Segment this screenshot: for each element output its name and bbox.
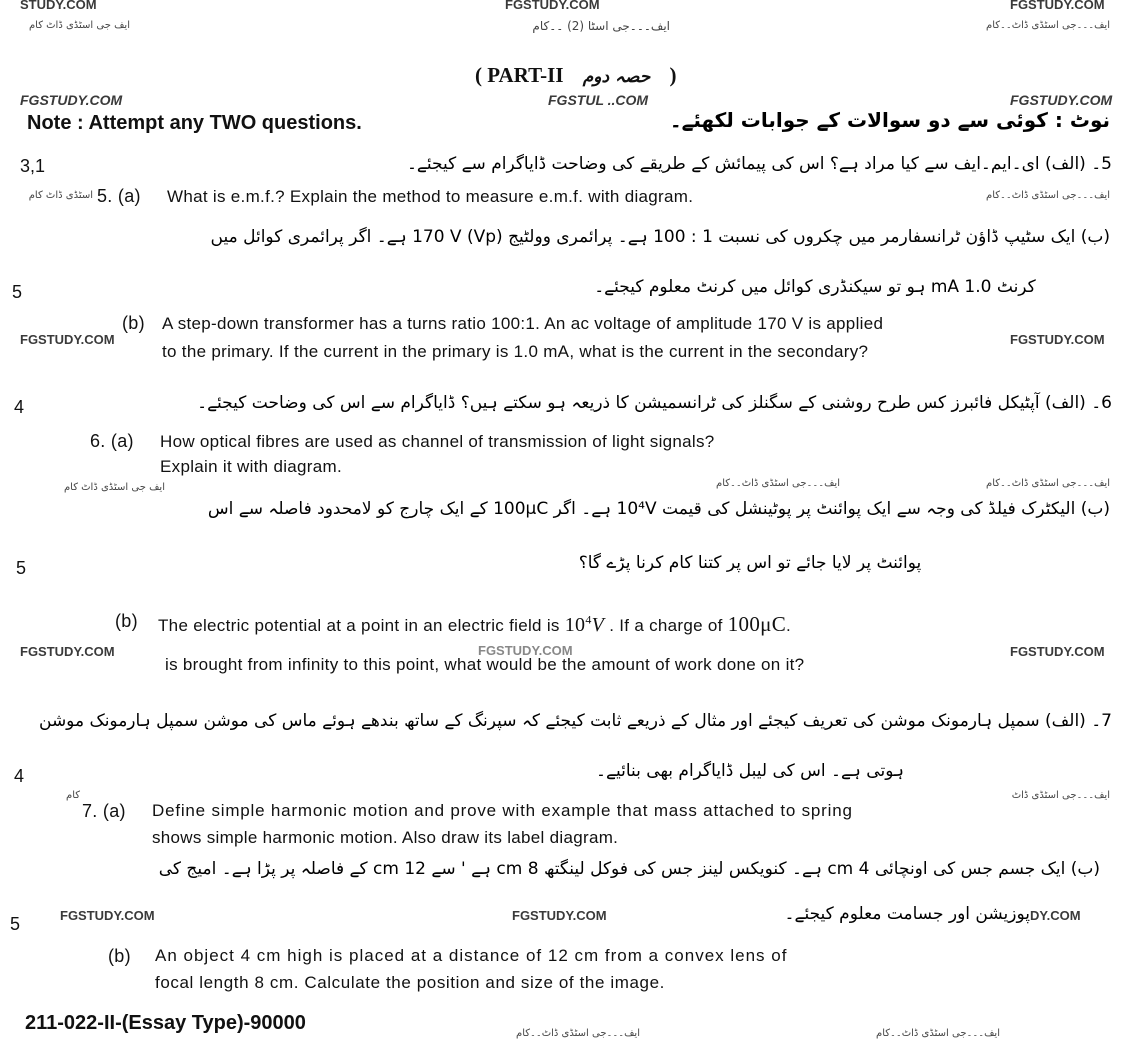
q5a-urdu: 5۔ (الف) ای۔ایم۔ایف سے کیا مراد ہے؟ اس کی پیمائش کے طریقے کی وضاحت ڈایاگرام سے کیجئے۔ (406, 154, 1112, 174)
watermark-q6b-left: FGSTUDY.COM (20, 644, 115, 659)
q6b-text-c: . (786, 616, 792, 635)
q5b-marks: 5 (12, 282, 23, 302)
q7a-english-line1: Define simple harmonic motion and prove with example that mass attached to spring (152, 801, 853, 820)
watermark-row2-right: FGSTUDY.COM (1010, 92, 1113, 108)
q6b-text-b: . If a charge of (609, 616, 723, 635)
q5a-marks: 3,1 (20, 156, 46, 176)
q5a-english: What is e.m.f.? Explain the method to measure e.m.f. with diagram. (167, 187, 694, 206)
watermark-urdu-top-right: ایف۔۔۔جی اسٹڈی ڈاٹ۔۔کام (986, 20, 1110, 31)
watermark-q7b-right: DY.COM (1030, 908, 1081, 923)
q7b-english-line1: An object 4 cm high is placed at a distance of 12 cm from a convex lens of (155, 946, 788, 965)
watermark-q7-left: کام (66, 790, 80, 801)
q7b-label: (b) (108, 946, 131, 966)
potential-unit: V (591, 614, 605, 636)
q5a-label: 5. (a) (97, 186, 141, 206)
watermark-q5-left: اسٹڈی ڈاٹ کام (28, 190, 93, 201)
q7b-marks: 5 (10, 914, 21, 934)
watermark-bottom-right: ایف۔۔۔جی اسٹڈی ڈاٹ۔۔کام (876, 1028, 1000, 1039)
q7b-english-line2: focal length 8 cm. Calculate the position and size of the image. (155, 973, 665, 992)
q5b-urdu-line1: (ب) ایک سٹیپ ڈاؤن ٹرانسفارمر میں چکروں کی نسبت 1 : 100 ہے۔ پرائمری وولٹیج (Vp) 170 V ہے۔ اگر پرائمری کوائل میں (210, 227, 1110, 247)
q7a-urdu-line2: ہوتی ہے۔ اس کی لیبل ڈایاگرام بھی بنائیے۔ (596, 761, 904, 781)
watermark-q6-right: ایف۔۔۔جی اسٹڈی ڈاٹ۔۔کام (986, 478, 1110, 489)
watermark-bottom-center: ایف۔۔۔جی اسٹڈی ڈاٹ۔۔کام (516, 1028, 640, 1039)
watermark-q7b-left: FGSTUDY.COM (60, 908, 155, 923)
q5b-english-line1: A step-down transformer has a turns ratio 100:1. An ac voltage of amplitude 170 V is applied (162, 314, 884, 333)
q6a-label: 6. (a) (90, 431, 134, 451)
watermark-urdu-top-center: ایف۔۔۔جی اسٹا (2) ۔۔کام (532, 19, 670, 33)
watermark-top-left: STUDY.COM (20, 0, 97, 12)
paper-code: 211-022-II-(Essay Type)-90000 (25, 1012, 306, 1034)
watermark-q7-right: ایف۔۔۔جی اسٹڈی ڈاٹ (1011, 790, 1110, 801)
watermark-row2-center: FGSTUL ..COM (548, 92, 649, 108)
q6a-urdu: 6۔ (الف) آپٹیکل فائبرز کس طرح روشنی کے سگنلز کی ٹرانسمیشن کا ذریعہ ہو سکتے ہیں؟ ڈایاگرام سے اس کی وضاحت کیجئے۔ (197, 393, 1112, 413)
watermark-q6b-right: FGSTUDY.COM (1010, 644, 1105, 659)
watermark-row2-left: FGSTUDY.COM (20, 92, 123, 108)
q5b-label: (b) (122, 313, 145, 333)
watermark-q6-mid: ایف۔۔۔جی اسٹڈی ڈاٹ۔۔کام (716, 478, 840, 489)
part-title-urdu: حصہ دوم (582, 67, 651, 87)
q7a-label: 7. (a) (82, 801, 126, 821)
part-title-close: ) (669, 63, 677, 87)
q6b-english-line2: is brought from infinity to this point, what would be the amount of work done on it? (165, 655, 805, 674)
potential-exponent: 4 (585, 612, 592, 627)
q6b-potential (565, 614, 604, 636)
q6a-english-line1: How optical fibres are used as channel of transmission of light signals? (160, 432, 715, 451)
watermark-top-center: FGSTUDY.COM (505, 0, 600, 12)
q6b-label: (b) (115, 611, 138, 631)
watermark-q5b-left: FGSTUDY.COM (20, 332, 115, 347)
watermark-top-right: FGSTUDY.COM (1010, 0, 1105, 12)
q7a-part-label: (a) (102, 801, 126, 821)
q5a-part-label: (a) (117, 186, 141, 206)
note-english: Note : Attempt any TWO questions. (27, 112, 362, 134)
potential-base: 10 (564, 614, 586, 636)
part-title (475, 63, 676, 88)
q5b-english-line2: to the primary. If the current in the primary is 1.0 mA, what is the current in the secondary? (162, 342, 869, 361)
watermark-q6-left: ایف جی اسٹڈی ڈاٹ کام (63, 482, 165, 493)
q6b-marks: 5 (16, 558, 27, 578)
q6b-text-a: The electric potential at a point in an electric field is (158, 616, 560, 635)
q6a-marks: 4 (14, 397, 25, 417)
q6b-english-line1 (158, 612, 791, 637)
note-urdu: نوٹ : کوئی سے دو سوالات کے جوابات لکھئے۔ (669, 108, 1110, 132)
q5b-urdu-line2: کرنٹ 1.0 mA ہو تو سیکنڈری کوائل میں کرنٹ معلوم کیجئے۔ (594, 277, 1036, 297)
q6a-english-line2: Explain it with diagram. (160, 457, 342, 476)
q6b-urdu-line2: پوائنٹ پر لایا جائے تو اس پر کتنا کام کرنا پڑے گا؟ (578, 553, 922, 573)
q6a-part-label: (a) (110, 431, 134, 451)
watermark-q5-right: ایف۔۔۔جی اسٹڈی ڈاٹ۔۔کام (986, 190, 1110, 201)
part-title-english: ( PART-II (475, 63, 564, 87)
q7b-urdu-line2: پوزیشن اور جسامت معلوم کیجئے۔ (784, 904, 1030, 924)
q6b-charge: 100μC (727, 612, 786, 636)
q7b-urdu-line1: (ب) ایک جسم جس کی اونچائی 4 cm ہے۔ کنویکس لینز جس کی فوکل لینگتھ 8 cm ہے ' سے 12 cm کے فاصلہ پر پڑا ہے۔ امیج کی (158, 859, 1100, 879)
watermark-q7b-center: FGSTUDY.COM (512, 908, 607, 923)
q7a-english-line2: shows simple harmonic motion. Also draw its label diagram. (152, 828, 619, 847)
q7a-urdu-line1: 7۔ (الف) سمپل ہارمونک موشن کی تعریف کیجئے اور مثال کے ذریعے ثابت کیجئے کہ سپرنگ کے ساتھ بندھے ہوئے ماس کی موشن سمپل ہارمونک موشن (39, 711, 1112, 731)
watermark-urdu-top-left: ایف جی اسٹڈی ڈاٹ کام (28, 20, 130, 31)
q6b-urdu-line1: (ب) الیکٹرک فیلڈ کی وجہ سے ایک پوائنٹ پر پوٹینشل کی قیمت 10⁴V ہے۔ اگر 100μC کے ایک چارج کو لامحدود فاصلہ سے اس (207, 499, 1110, 519)
q7a-marks: 4 (14, 766, 25, 786)
watermark-q5b-right: FGSTUDY.COM (1010, 332, 1105, 347)
watermark-q6b-center: FGSTUDY.COM (478, 643, 573, 658)
